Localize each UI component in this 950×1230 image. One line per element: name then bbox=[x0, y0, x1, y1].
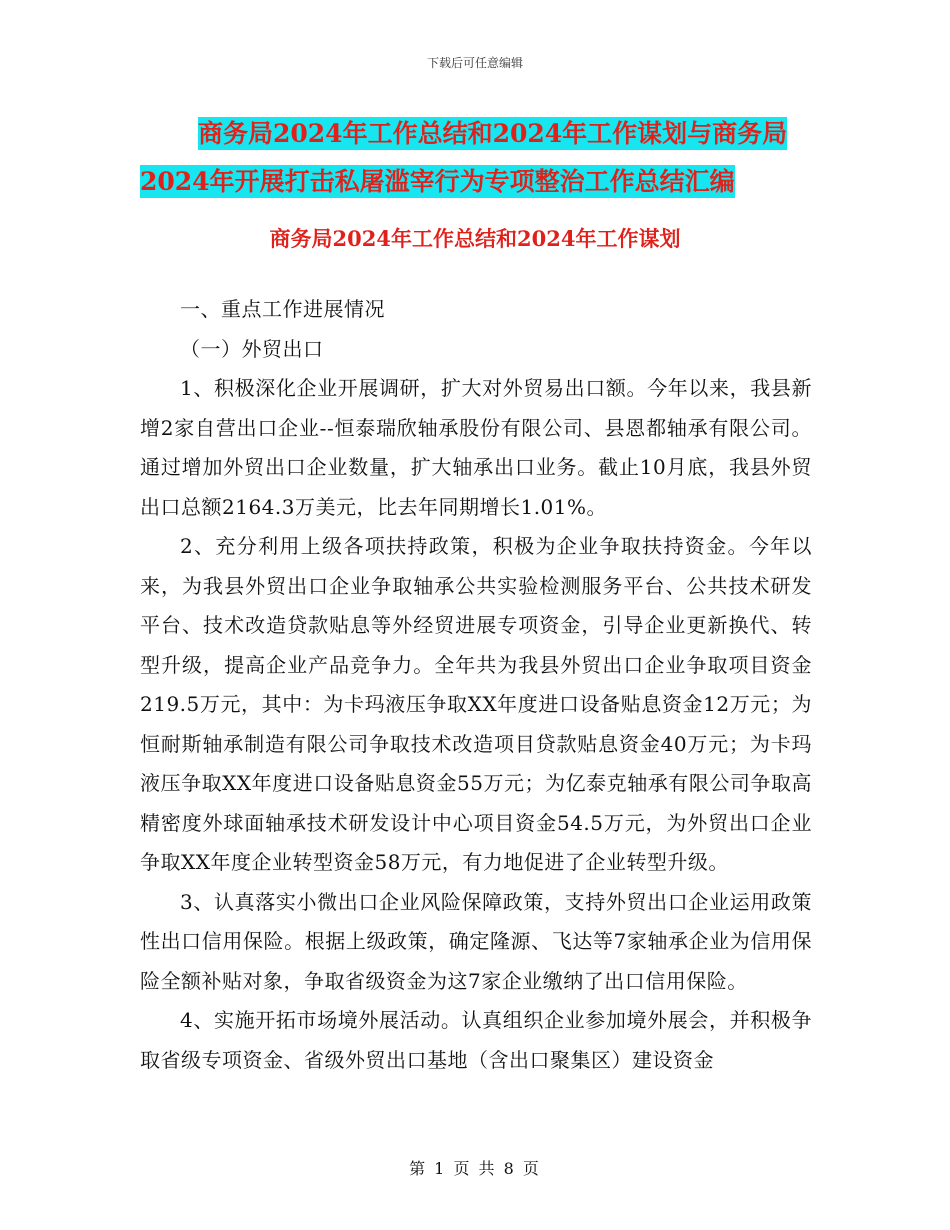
document-body bbox=[140, 290, 812, 1080]
paragraph-2: 2、充分利用上级各项扶持政策，积极为企业争取扶持资金。今年以来，为我县外贸出口企业争取轴承公共实验检测服务平台、公共技术研发平台、技术改造贷款贴息等外经贸进展专项资金，引导企业更新换代、转型升级，提高企业产品竞争力。全年共为我县外贸出口企业争取项目资金219.5万元，其中：为卡玛液压争取XX年度进口设备贴息资金12万元；为恒耐斯轴承制造有限公司争取技术改造项目贷款贴息资金40万元；为卡玛液压争取XX年度进口设备贴息资金55万元；为亿泰克轴承有限公司争取高精密度外球面轴承技术研发设计中心项目资金54.5万元，为外贸出口企业争取XX年度企业转型资金58万元，有力地促进了企业转型升级。 bbox=[140, 534, 812, 874]
main-title-line-2: 2024年开展打击私屠滥宰行为专项整治工作总结汇编 bbox=[140, 167, 735, 196]
header-note: 下载后可任意编辑 bbox=[426, 56, 523, 70]
document-main-title bbox=[140, 110, 820, 206]
main-title-line-1: 商务局2024年工作总结和2024年工作谋划与商务局 bbox=[198, 119, 788, 148]
heading-key-work-progress: 一、重点工作进展情况 bbox=[180, 297, 385, 321]
paragraph-1: 1、积极深化企业开展调研，扩大对外贸易出口额。今年以来，我县新增2家自营出口企业--恒泰瑞欣轴承股份有限公司、县恩都轴承有限公司。通过增加外贸出口企业数量，扩大轴承出口业务。截止10月底，我县外贸出口总额2164.3万美元，比去年同期增长1.01%。 bbox=[140, 376, 812, 519]
paragraph-3: 3、认真落实小微出口企业风险保障政策，支持外贸出口企业运用政策性出口信用保险。根据上级政策，确定隆源、飞达等7家轴承企业为信用保险全额补贴对象，争取省级资金为这7家企业缴纳了出口信用保险。 bbox=[140, 889, 812, 993]
section-title: 商务局2024年工作总结和2024年工作谋划 bbox=[269, 226, 681, 251]
page-number-footer: 第 1 页 共 8 页 bbox=[409, 1159, 541, 1178]
heading-foreign-trade-export: （一）外贸出口 bbox=[180, 336, 324, 361]
paragraph-4: 4、实施开拓市场境外展活动。认真组织企业参加境外展会，并积极争取省级专项资金、省级外贸出口基地（含出口聚集区）建设资金 bbox=[140, 1008, 812, 1072]
